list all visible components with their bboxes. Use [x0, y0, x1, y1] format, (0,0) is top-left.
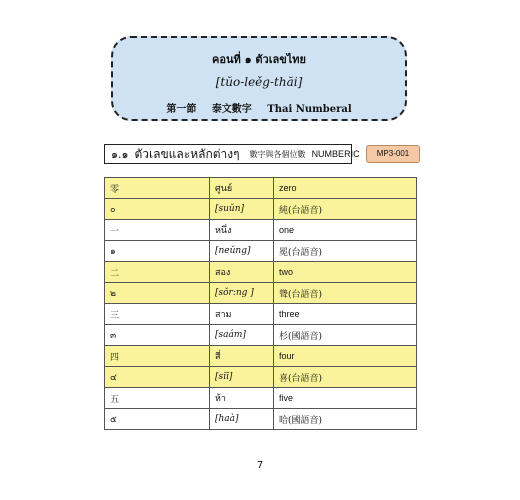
table-row: [105, 283, 417, 304]
romanization-cell: [sĭī]: [210, 367, 274, 388]
numeral-cell: 零: [105, 178, 210, 199]
table-row: [105, 346, 417, 367]
section-en-title: NUMBERIC: [311, 149, 360, 159]
table-row: [105, 325, 417, 346]
section-heading: [104, 144, 360, 164]
thai-word-cell: สาม: [210, 304, 274, 325]
vocabulary-table: [104, 177, 417, 430]
audio-track-badge[interactable]: MP3-001: [366, 145, 420, 163]
section-thai-title: ตัวเลขและหลักต่างๆ: [134, 146, 240, 161]
numeral-cell: ๔: [105, 367, 210, 388]
numeral-cell: 一: [105, 220, 210, 241]
table-row: [105, 409, 417, 430]
thai-word-cell: ห้า: [210, 388, 274, 409]
numeral-cell: ๕: [105, 409, 210, 430]
thai-word-cell: สี่: [210, 346, 274, 367]
table-row: [105, 199, 417, 220]
page-number: 7: [256, 460, 264, 471]
thai-word-cell: ศูนย์: [210, 178, 274, 199]
table-row: [105, 241, 417, 262]
meaning-cell: 哈(國語音): [274, 409, 417, 430]
numeral-cell: ๑: [105, 241, 210, 262]
meaning-cell: zero: [274, 178, 417, 199]
meaning-cell: four: [274, 346, 417, 367]
thai-word-cell: หนึ่ง: [210, 220, 274, 241]
table-row: [105, 388, 417, 409]
romanization-cell: [neŭng]: [210, 241, 274, 262]
numeral-cell: ๓: [105, 325, 210, 346]
table-row: [105, 262, 417, 283]
romanization-cell: [saám]: [210, 325, 274, 346]
subtitle-zh-1: 第一節: [166, 104, 197, 115]
numeral-cell: 五: [105, 388, 210, 409]
romanization-cell: [sŏr:ng ]: [210, 283, 274, 304]
thai-word-cell: สอง: [210, 262, 274, 283]
subtitle-en: Thai Numberal: [267, 104, 352, 115]
meaning-cell: 冕(台語音): [274, 241, 417, 262]
section-zh-title: 數字與各個位數: [249, 149, 306, 159]
meaning-cell: five: [274, 388, 417, 409]
subtitle-zh-2: 泰文數字: [211, 104, 252, 115]
lesson-subtitle: [113, 100, 405, 115]
table-row: [105, 220, 417, 241]
numeral-cell: ๐: [105, 199, 210, 220]
meaning-cell: 杉(國語音): [274, 325, 417, 346]
table-row: [105, 367, 417, 388]
numeral-cell: 四: [105, 346, 210, 367]
table-row: [105, 304, 417, 325]
numeral-cell: 三: [105, 304, 210, 325]
romanization-cell: [haà]: [210, 409, 274, 430]
section-number: ๑.๑: [111, 148, 129, 161]
numeral-cell: 二: [105, 262, 210, 283]
table-row: [105, 178, 417, 199]
meaning-cell: three: [274, 304, 417, 325]
meaning-cell: 純(台語音): [274, 199, 417, 220]
meaning-cell: one: [274, 220, 417, 241]
lesson-title-banner: [111, 36, 407, 121]
numeral-cell: ๒: [105, 283, 210, 304]
lesson-title: คอนที่ ๑ ตัวเลขไทย: [212, 53, 306, 66]
meaning-cell: 聳(台語音): [274, 283, 417, 304]
romanization-cell: [suŭn]: [210, 199, 274, 220]
meaning-cell: two: [274, 262, 417, 283]
meaning-cell: 喜(台語音): [274, 367, 417, 388]
lesson-romanization: [tŭo-leěg-thăi]: [215, 75, 303, 89]
